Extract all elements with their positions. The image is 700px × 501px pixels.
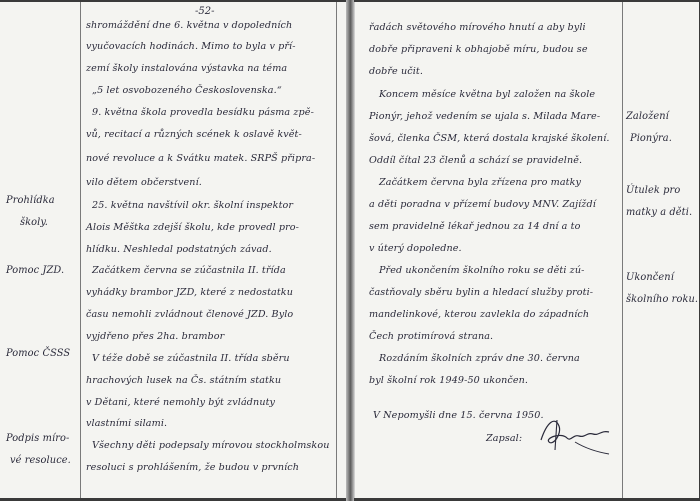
margin-note: Založení bbox=[626, 111, 669, 122]
right-line: mandelinkové, kterou zavlekla do západních bbox=[369, 309, 590, 320]
right-line: byl školní rok 1949-50 ukončen. bbox=[369, 375, 529, 386]
margin-note: vé resoluce. bbox=[10, 455, 71, 466]
left-line: vyjdřeno přes 2ha. brambor bbox=[86, 331, 225, 342]
right-line: a děti poradna v přízemí budovy MNV. Zajíždí bbox=[369, 199, 596, 210]
left-line: V téže době se zúčastnila II. třída sběru bbox=[92, 353, 290, 364]
margin-note: Útulek pro bbox=[626, 185, 681, 196]
margin-note: Pomoc JZD. bbox=[6, 265, 65, 276]
left-line: shromáždění dne 6. května v dopoledních bbox=[86, 20, 293, 31]
right-line: Pionýr, jehož vedením se ujala s. Milada Mare- bbox=[369, 111, 601, 122]
right-line: sem pravidelně lékař jednou za 14 dní a to bbox=[369, 221, 581, 232]
left-line: času nemohli zvládnout členové JZD. Bylo bbox=[86, 309, 294, 320]
page-number: -52- bbox=[195, 6, 215, 17]
right-line: častňovaly sběru bylin a hledací služby proti- bbox=[369, 287, 594, 298]
margin-note: Prohlídka bbox=[6, 195, 55, 206]
left-line: vyučovacích hodinách. Mimo to byla v pří- bbox=[86, 41, 296, 52]
left-line: Všechny děti podepsaly mírovou stockholmskou bbox=[92, 440, 330, 451]
margin-note: Pomoc ČSSS bbox=[6, 348, 71, 359]
margin-note: školy. bbox=[20, 217, 48, 228]
left-line: 25. května navštívil okr. školní inspektor bbox=[92, 200, 294, 211]
right-line: Rozdáním školních zpráv dne 30. června bbox=[379, 353, 580, 364]
left-line: v Dětani, které nemohly být zvládnuty bbox=[86, 397, 276, 408]
handwritten-signature bbox=[535, 412, 615, 457]
margin-note: matky a děti. bbox=[626, 207, 693, 218]
right-line: Začátkem června byla zřízena pro matky bbox=[379, 177, 582, 188]
margin-note: Pionýra. bbox=[630, 133, 672, 144]
margin-note: Podpis míro- bbox=[6, 433, 70, 444]
right-line: dobře připraveni k obhajobě míru, budou se bbox=[369, 44, 588, 55]
right-margin-rule bbox=[622, 2, 623, 498]
right-line: V Nepomyšli dne 15. června 1950. bbox=[373, 410, 544, 421]
margin-note: Ukončení bbox=[626, 272, 674, 283]
left-line: „5 let osvobozeného Československa.“ bbox=[92, 85, 282, 96]
margin-note: školního roku. bbox=[626, 294, 699, 305]
left-line: zemí školy instalována výstavka na téma bbox=[86, 63, 288, 74]
signature-label: Zapsal: bbox=[486, 433, 523, 444]
book-gutter bbox=[346, 0, 354, 501]
left-line: hrachových lusek na Čs. státním statku bbox=[86, 375, 282, 386]
right-page bbox=[354, 2, 699, 498]
right-line: šová, členka ČSM, která dostala krajské školení. bbox=[369, 133, 610, 144]
left-line: vů, recitací a různých scének k oslavě květ- bbox=[86, 129, 302, 140]
left-line: 9. května škola provedla besídku pásma zpě- bbox=[92, 107, 314, 118]
right-line: v úterý dopoledne. bbox=[369, 243, 462, 254]
left-line: vilo dětem občerstvení. bbox=[86, 177, 202, 188]
left-line: vyhádky brambor JZD, které z nedostatku bbox=[86, 287, 294, 298]
right-line: dobře učit. bbox=[369, 66, 423, 77]
left-inner-rule bbox=[336, 2, 337, 498]
left-line: hlídku. Neshledal podstatných závad. bbox=[86, 244, 272, 255]
left-margin-rule bbox=[80, 2, 81, 498]
right-line: Před ukončením školního roku se děti zú- bbox=[379, 265, 585, 276]
left-line: resoluci s prohlášením, že budou v prvních bbox=[86, 462, 300, 473]
left-page bbox=[0, 2, 347, 498]
left-line: vlastními silami. bbox=[86, 418, 168, 429]
right-line: Koncem měsíce května byl založen na škole bbox=[379, 89, 596, 100]
right-line: řadách světového mírového hnutí a aby byli bbox=[369, 22, 586, 33]
right-line: Oddíl čítal 23 členů a schází se pravidelně. bbox=[369, 155, 583, 166]
left-line: nové revoluce a k Svátku matek. SRPŠ připra- bbox=[86, 153, 316, 164]
right-line: Čech protimírová strana. bbox=[369, 331, 494, 342]
left-line: Začátkem června se zúčastnila II. třída bbox=[92, 265, 286, 276]
left-line: Alois Měštka zdejší školu, kde provedl pro- bbox=[86, 222, 300, 233]
